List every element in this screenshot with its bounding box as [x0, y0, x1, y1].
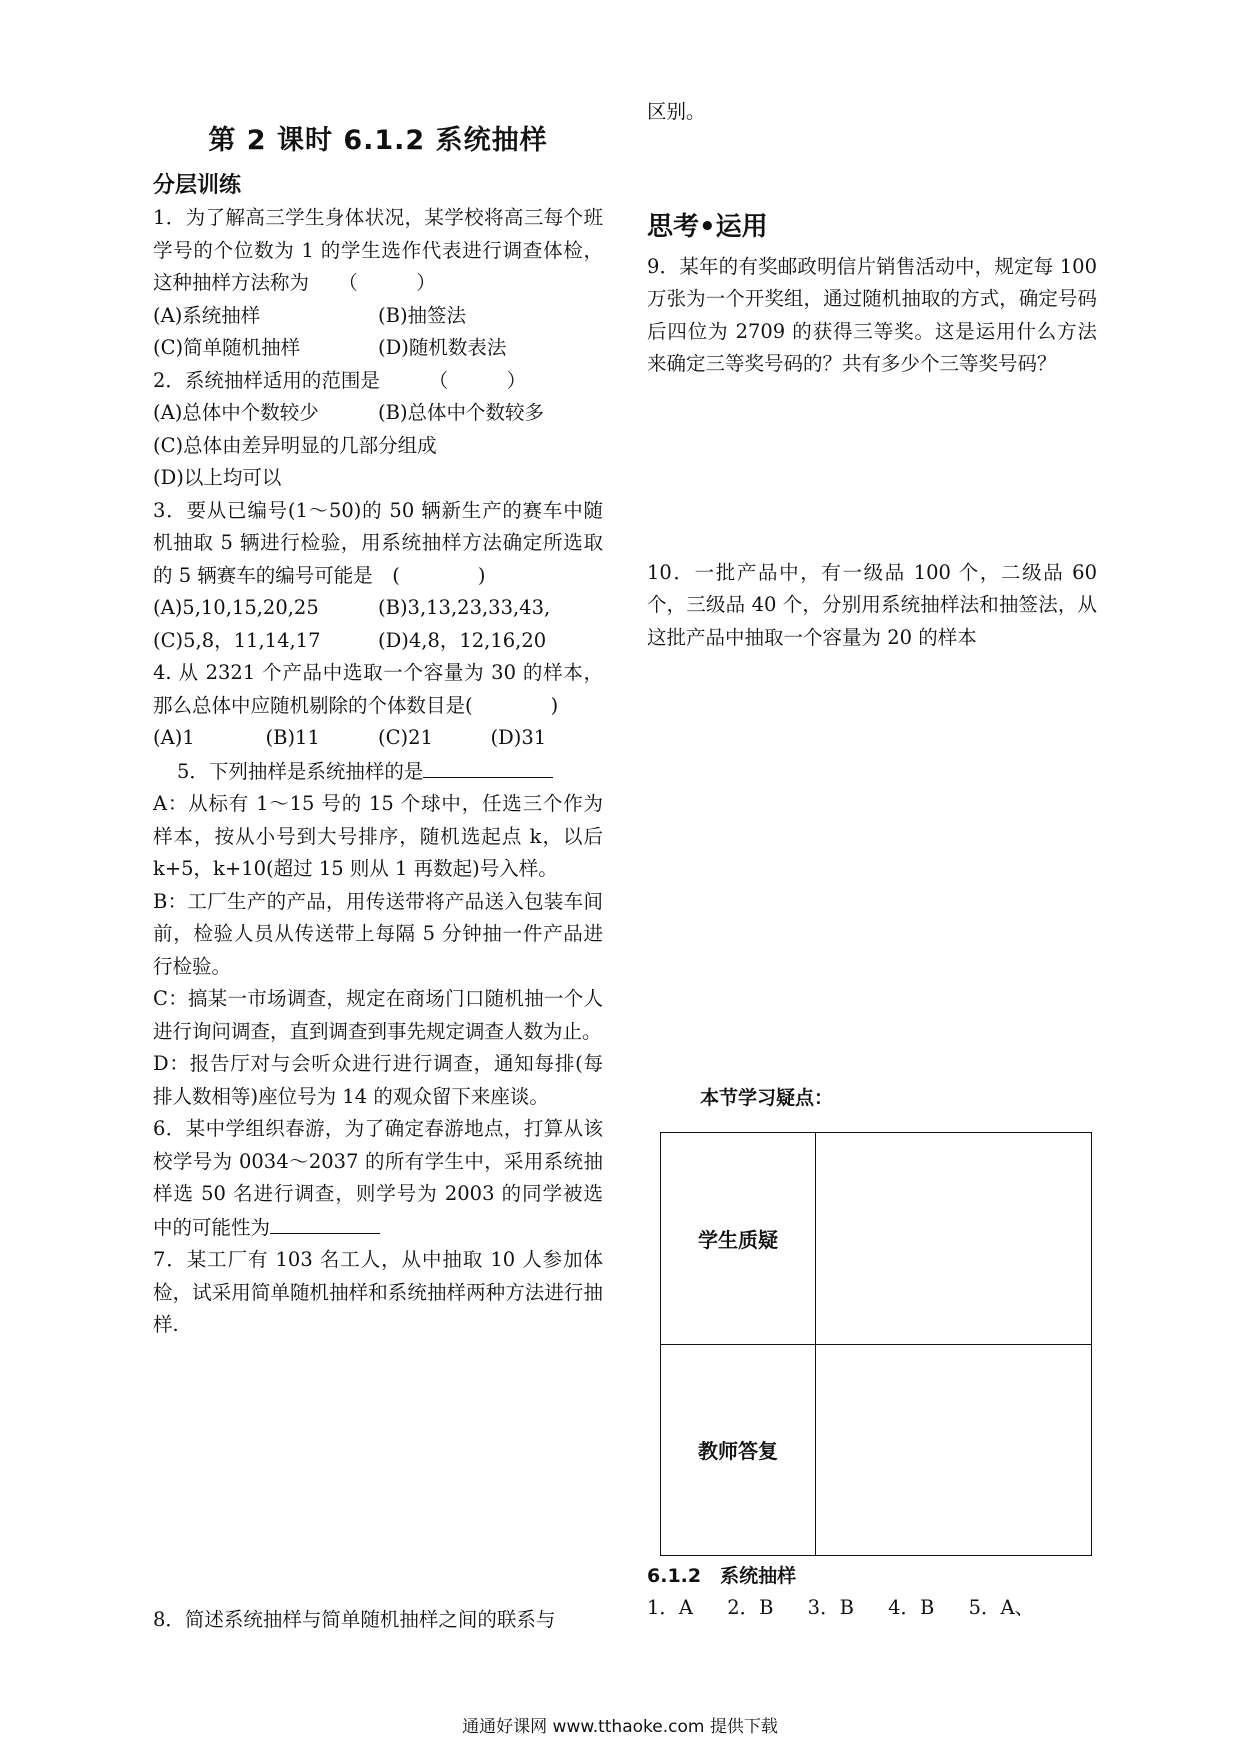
question-5-item-b: B：工厂生产的产品，用传送带将产品送入包装车间前，检验人员从传送带上每隔 5 分钟抽一件产品进行检验。 [153, 889, 603, 978]
question-2-options-row-1 [153, 397, 603, 430]
answer-item: 5．A、 [968, 1596, 1035, 1619]
page-footer: 通通好课网 www.tthaoke.com 提供下载 [462, 1717, 778, 1737]
teacher-answer-row [661, 1344, 1092, 1556]
question-8: 8．简述系统抽样与简单随机抽样之间的联系与 [153, 1608, 556, 1631]
answer-item: 1．A [647, 1596, 693, 1619]
answer-item: 4．B [888, 1596, 935, 1619]
question-10: 10．一批产品中，有一级品 100 个，二级品 60 个，三级品 40 个，分别用系统抽样法和抽签法，从这批产品中抽取一个容量为 20 的样本 [647, 560, 1097, 649]
question-5 [153, 755, 603, 789]
question-6-answer-blank[interactable] [270, 1211, 380, 1234]
question-1-options-row-2 [153, 332, 603, 365]
page-title: 第 2 课时 6.1.2 系统抽样 [208, 125, 548, 156]
question-5-item-d: D：报告厅对与会听众进行进行调查，通知每排(每排人数相等)座位号为 14 的观众留下来座谈。 [153, 1052, 603, 1108]
question-1-option-c: (C)简单随机抽样 [153, 336, 301, 359]
question-2: 2．系统抽样适用的范围是 （ ） [153, 368, 527, 392]
question-3-option-c: (C)5,8，11,14,17 [153, 628, 321, 652]
question-2-option-a: (A)总体中个数较少 [153, 401, 319, 424]
question-4-options [153, 722, 603, 755]
question-5-text: 5．下列抽样是系统抽样的是 [177, 759, 424, 783]
question-5-item-a: A：从标有 1～15 号的 15 个球中，任选三个作为样本，按从小号到大号排序，随机选起点 k，以后 k+5，k+10(超过 15 则从 1 再数起)号入样。 [153, 792, 603, 880]
student-question-label: 学生质疑 [661, 1133, 816, 1345]
answer-key-row [647, 1592, 1097, 1624]
question-1-option-a: (A)系统抽样 [153, 303, 261, 327]
question-9-answer-space [647, 381, 1097, 557]
question-4-option-d: (D)31 [490, 726, 547, 749]
right-column [647, 96, 1097, 654]
question-9: 9．某年的有奖邮政明信片销售活动中，规定每 100 万张为一个开奖组，通过随机抽取的方式，确定号码后四位为 2709 的获得三等奖。这是运用什么方法来确定三等奖号码的？共有多少个三等奖号码？ [647, 254, 1097, 375]
answer-key [647, 1560, 1097, 1624]
left-column [153, 116, 603, 1342]
section-heading-layered-training: 分层训练 [153, 173, 242, 198]
teacher-answer-label: 教师答复 [661, 1344, 816, 1556]
question-1-option-d: (D)随机数表法 [378, 336, 507, 359]
question-1-option-b: (B)抽签法 [378, 303, 467, 327]
question-5-answer-blank[interactable] [423, 755, 553, 778]
question-3-options-row-1 [153, 592, 603, 625]
question-8-continued: 区别。 [647, 100, 706, 123]
question-3-option-d: (D)4,8，12,16,20 [378, 628, 547, 652]
doubts-label: 本节学习疑点： [700, 1087, 834, 1109]
question-3-options-row-2 [153, 625, 603, 658]
question-2-option-d: (D)以上均可以 [153, 466, 282, 489]
question-4-option-c: (C)21 [378, 726, 433, 749]
section-heading-thinking-application: 思考•运用 [647, 211, 768, 242]
question-4: 4. 从 2321 个产品中选取一个容量为 30 的样本，那么总体中应随机剔除的个体数目是( ) [153, 661, 603, 717]
question-4-option-a: (A)1 [153, 726, 195, 749]
question-6-text: 6．某中学组织春游，为了确定春游地点，打算从该校学号为 0034～2037 的所有学生中，采用系统抽样选 50 名进行调查，则学号为 2003 的同学被选中的可能性为 [153, 1117, 603, 1239]
answer-item: 3．B [807, 1596, 854, 1619]
question-3-option-a: (A)5,10,15,20,25 [153, 596, 319, 619]
question-1-options-row-1 [153, 300, 603, 333]
question-3-option-b: (B)3,13,23,33,43, [378, 596, 551, 619]
question-2-option-c: (C)总体由差异明显的几部分组成 [153, 433, 437, 457]
question-7: 7．某工厂有 103 名工人，从中抽取 10 人参加体检，试采用简单随机抽样和系统抽样两种方法进行抽样. [153, 1248, 603, 1336]
question-5-item-c: C：搞某一市场调查，规定在商场门口随机抽一个人进行询问调查，直到调查到事先规定调查人数为止。 [153, 987, 603, 1043]
question-6 [153, 1113, 603, 1244]
doubts-table [660, 1132, 1092, 1556]
teacher-answer-cell[interactable] [816, 1344, 1092, 1556]
answer-key-title: 6.1.2 系统抽样 [647, 1565, 797, 1587]
question-1: 1．为了解高三学生身体状况，某学校将高三每个班学号的个位数为 1 的学生选作代表进行调查体检，这种抽样方法称为 （ ） [153, 206, 603, 294]
answer-item: 2．B [727, 1596, 774, 1619]
question-3: 3．要从已编号(1～50)的 50 辆新生产的赛车中随机抽取 5 辆进行检验，用系统抽样方法确定所选取的 5 辆赛车的编号可能是 ( ) [153, 498, 603, 587]
student-question-row [661, 1133, 1092, 1345]
student-question-cell[interactable] [816, 1133, 1092, 1345]
question-4-option-b: (B)11 [265, 726, 320, 749]
question-2-option-b: (B)总体中个数较多 [378, 401, 545, 424]
